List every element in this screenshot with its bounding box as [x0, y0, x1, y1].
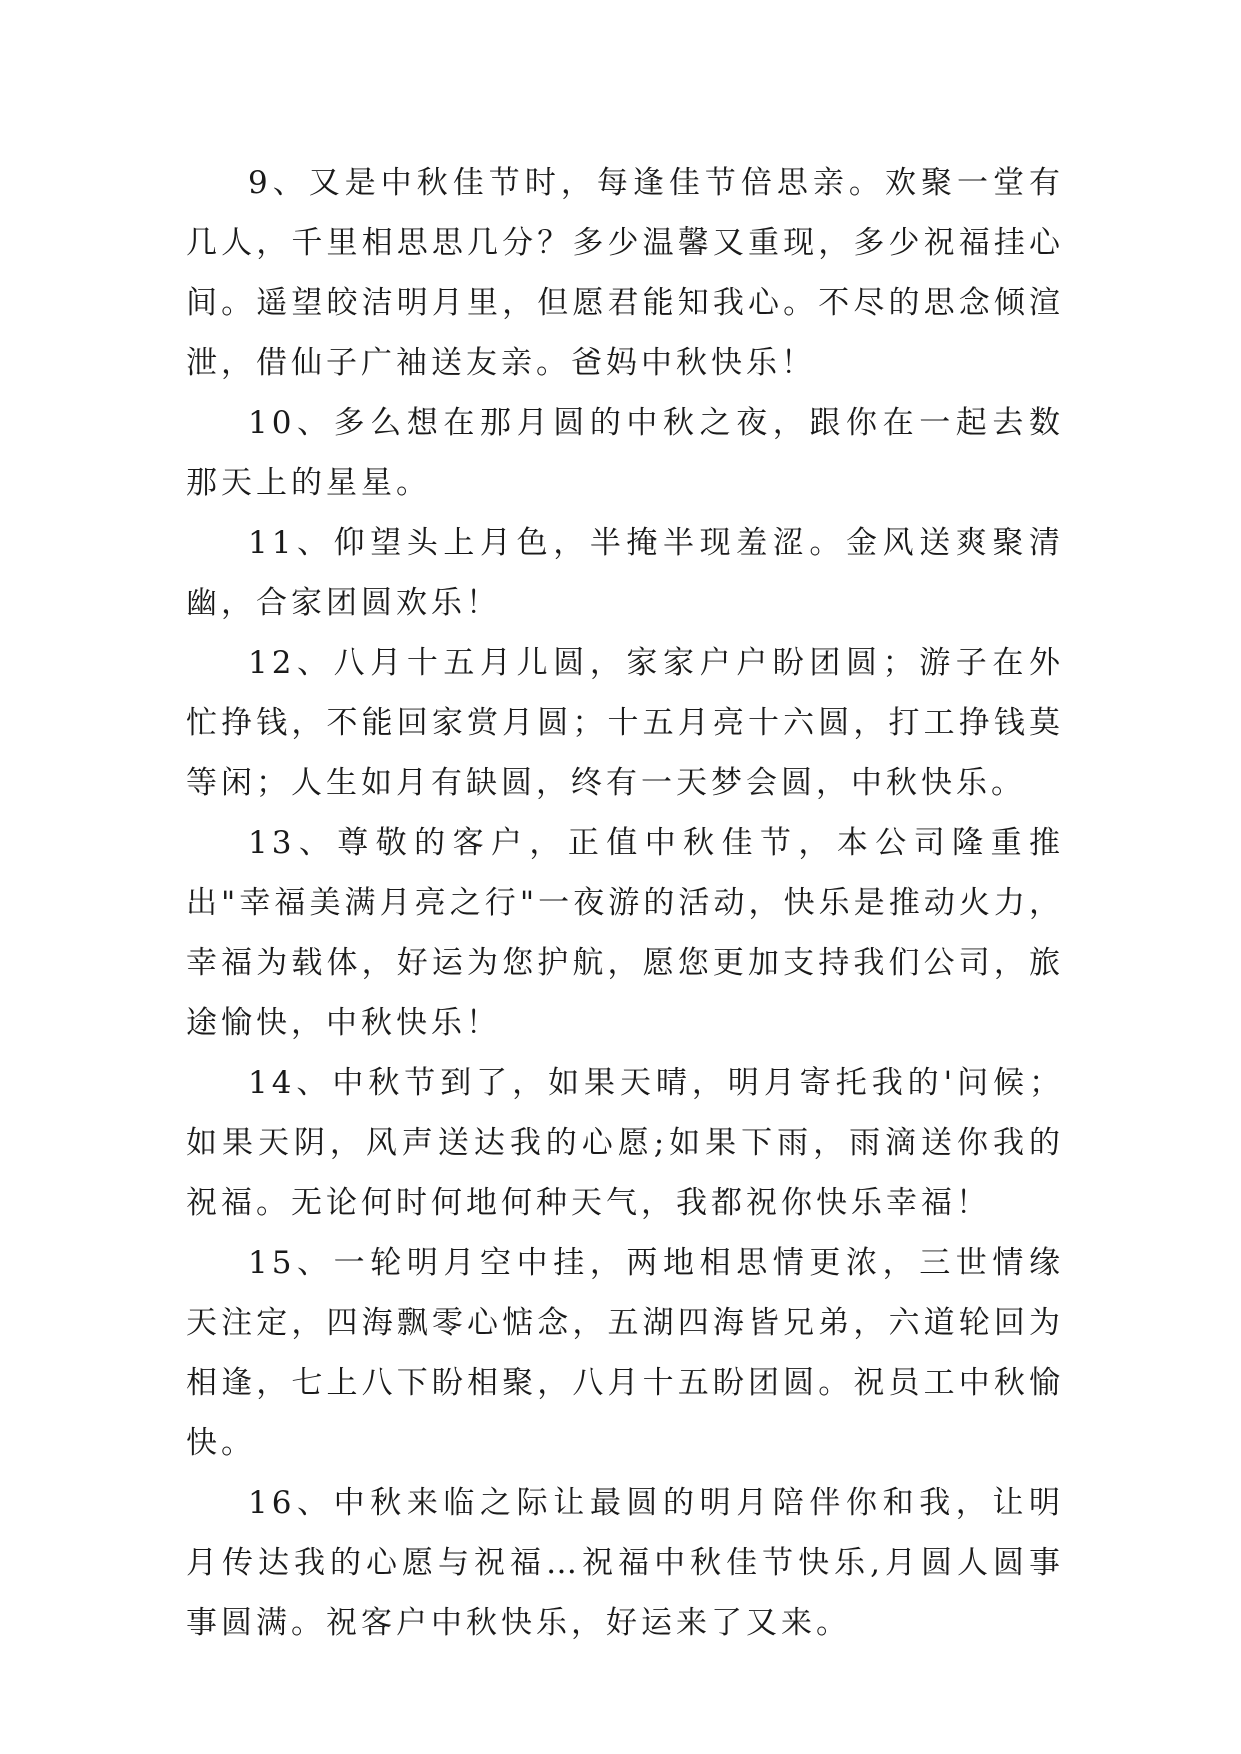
paragraph-14: 14、中秋节到了，如果天晴，明月寄托我的'问候；如果天阴，风声送达我的心愿;如果下雨，雨滴送你我的祝福。无论何时何地何种天气，我都祝你快乐幸福！ — [186, 1065, 1064, 1221]
paragraph-9: 9、又是中秋佳节时，每逢佳节倍思亲。欢聚一堂有几人，千里相思思几分？多少温馨又重现，多少祝福挂心间。遥望皎洁明月里，但愿君能知我心。不尽的思念倾渲泄，借仙子广袖送友亲。爸妈中秋快乐！ — [186, 165, 1064, 381]
paragraph-16: 16、中秋来临之际让最圆的明月陪伴你和我，让明月传达我的心愿与祝福…祝福中秋佳节快乐,月圆人圆事事圆满。祝客户中秋快乐，好运来了又来。 — [186, 1485, 1064, 1641]
paragraph-15: 15、一轮明月空中挂，两地相思情更浓，三世情缘天注定，四海飘零心惦念，五湖四海皆兄弟，六道轮回为相逢，七上八下盼相聚，八月十五盼团圆。祝员工中秋愉快。 — [186, 1245, 1064, 1461]
paragraph-13: 13、尊敬的客户，正值中秋佳节，本公司隆重推出"幸福美满月亮之行"一夜游的活动，快乐是推动火力，幸福为载体，好运为您护航，愿您更加支持我们公司，旅途愉快，中秋快乐！ — [186, 825, 1064, 1041]
paragraph-12: 12、八月十五月儿圆，家家户户盼团圆；游子在外忙挣钱，不能回家赏月圆；十五月亮十六圆，打工挣钱莫等闲；人生如月有缺圆，终有一天梦会圆，中秋快乐。 — [186, 645, 1064, 801]
paragraph-10: 10、多么想在那月圆的中秋之夜，跟你在一起去数那天上的星星。 — [186, 405, 1064, 501]
document-body — [186, 153, 1064, 1653]
paragraph-11: 11、仰望头上月色，半掩半现羞涩。金风送爽聚清幽，合家团圆欢乐！ — [186, 525, 1064, 621]
